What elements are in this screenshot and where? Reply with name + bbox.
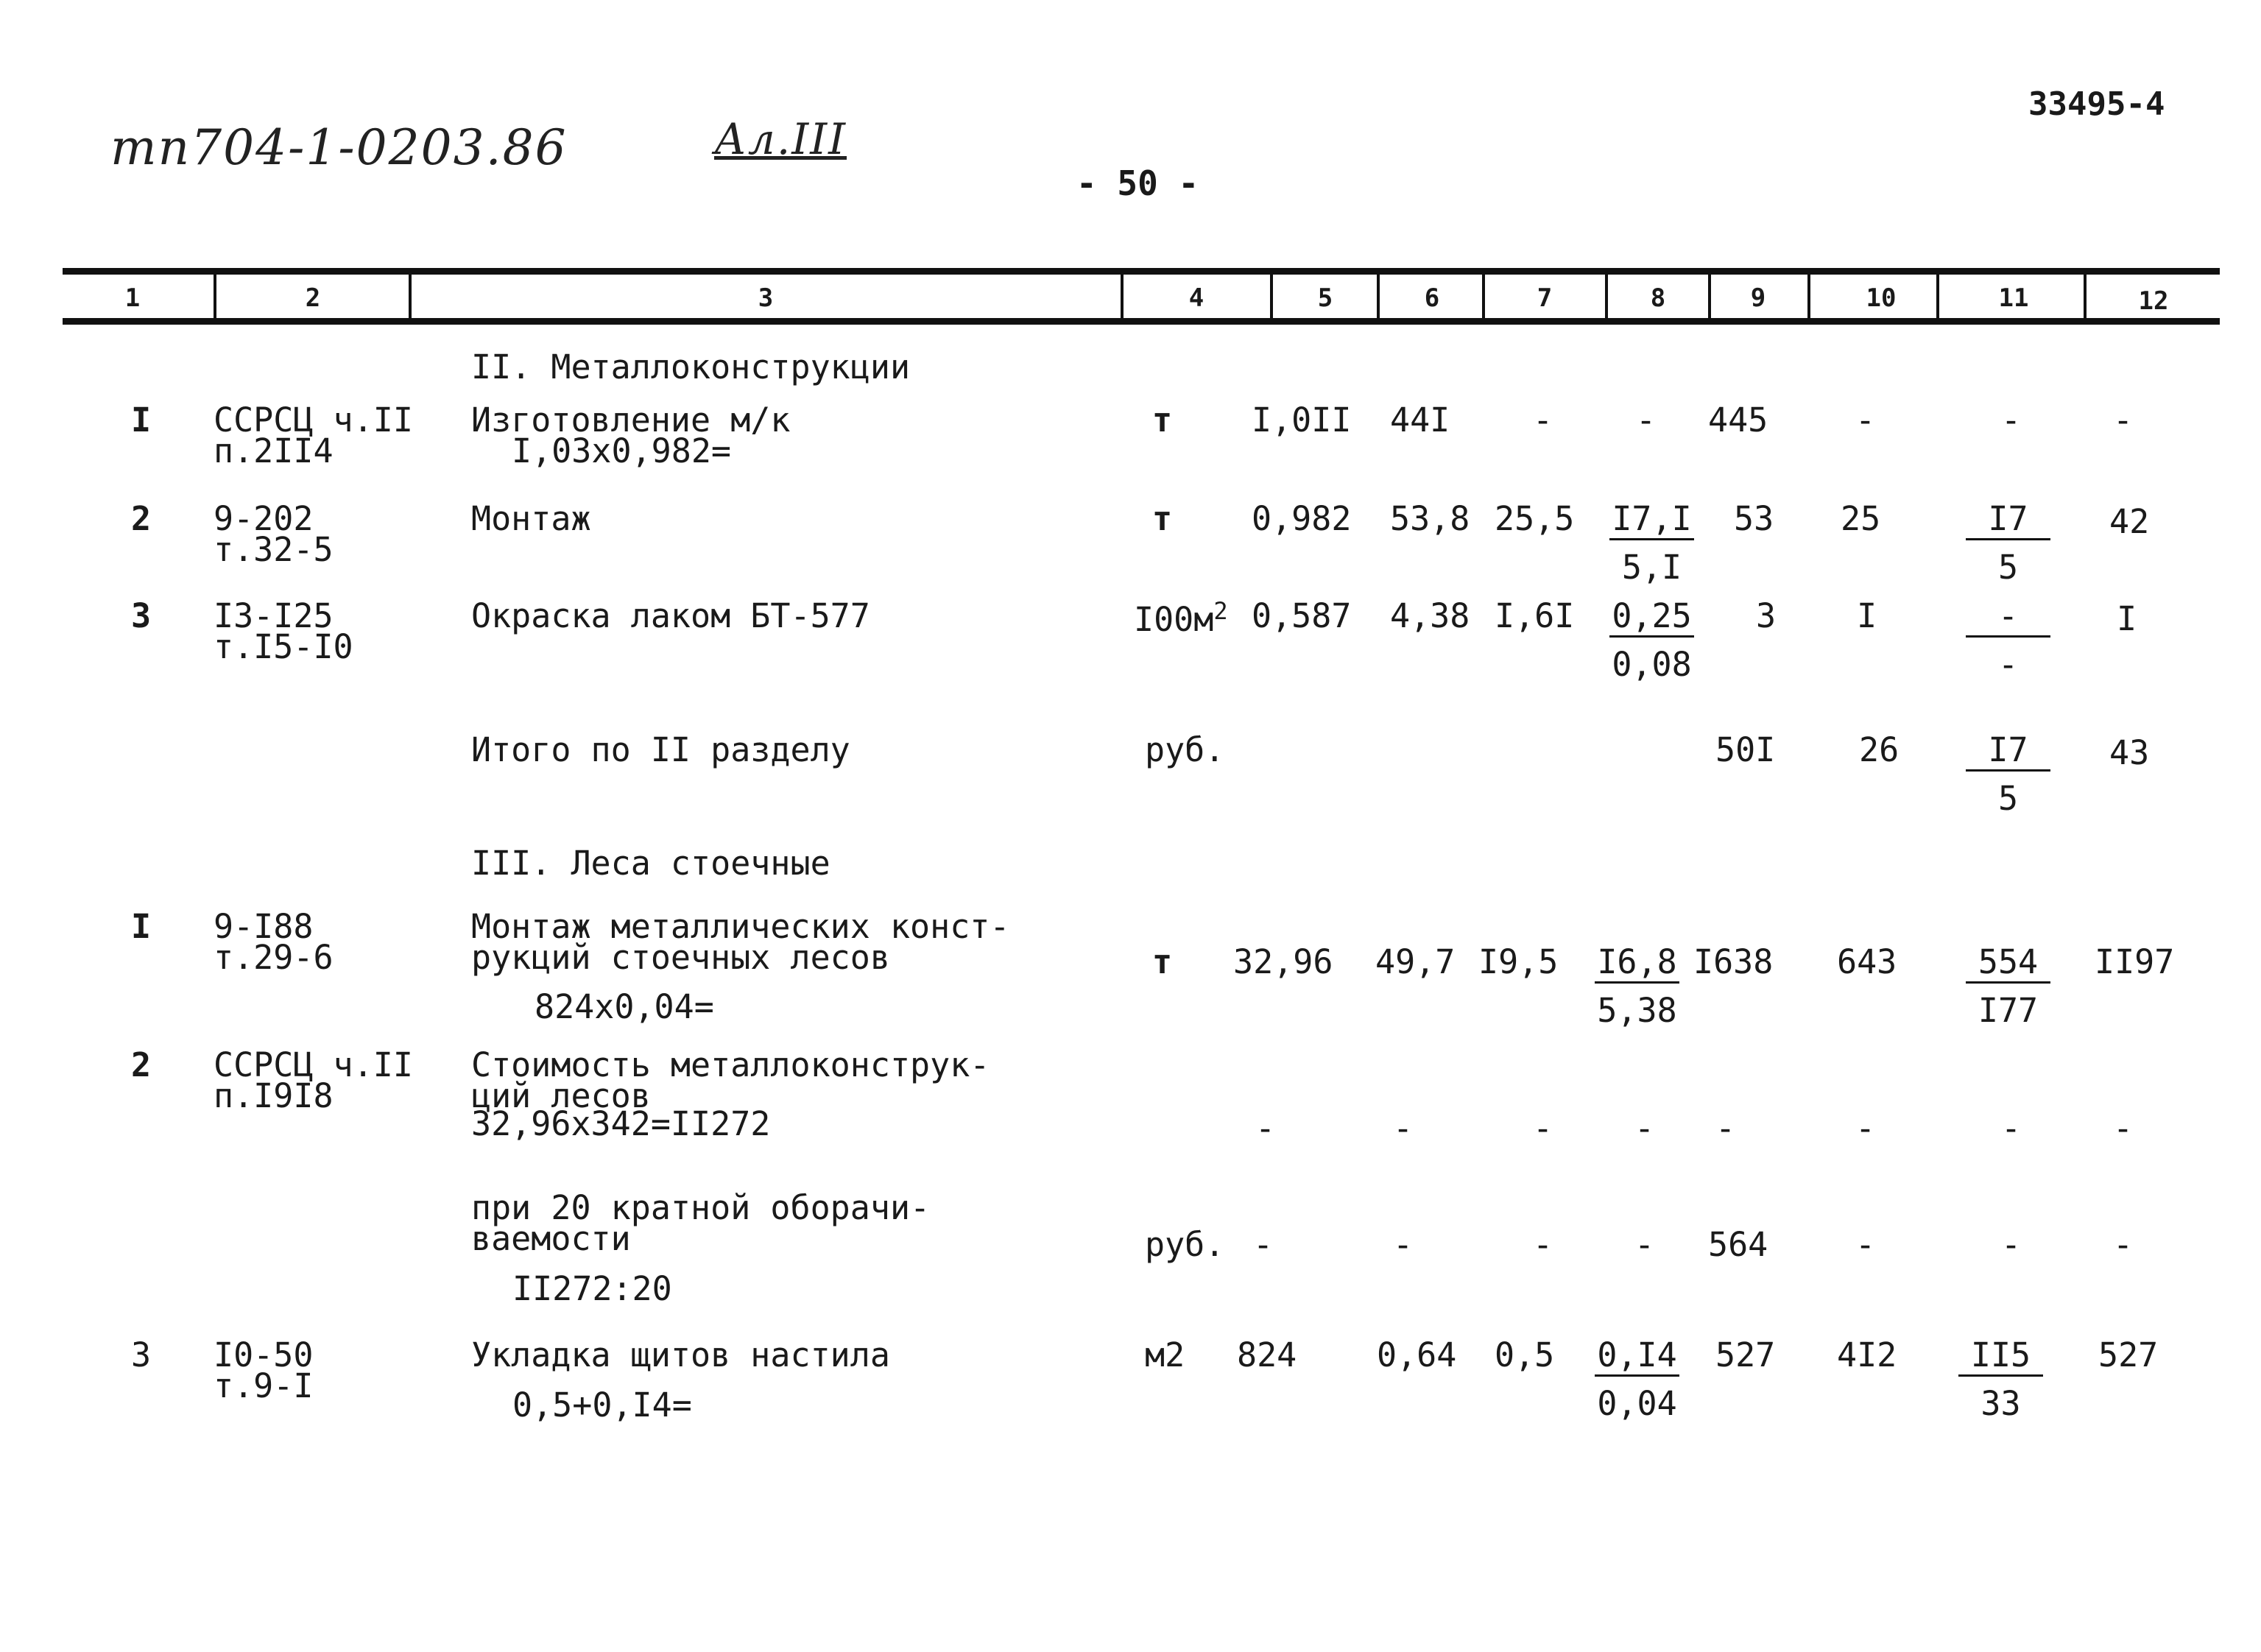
cell-12: 42: [2109, 502, 2150, 541]
section-title: III. Леса стоечные: [471, 844, 830, 883]
cell-11-denominator: 5: [1997, 548, 2019, 587]
quantity: 0,587: [1252, 596, 1352, 635]
page-number: - 50 -: [1076, 163, 1199, 203]
cell-8-fraction: [1595, 942, 1679, 1030]
cell-11-fraction: [1958, 1335, 2043, 1423]
cell-8-numerator: I6,8: [1595, 945, 1679, 984]
cell-7: I9,5: [1478, 942, 1559, 981]
cell-6: -: [1393, 1109, 1414, 1148]
work-description: Окраска лаком БТ-577: [471, 596, 870, 635]
column-header-3: 3: [758, 283, 774, 313]
handwritten-project-code: тп704-1-0203.86: [110, 119, 568, 176]
work-description: I,03х0,982=: [512, 431, 732, 470]
cell-6: 44I: [1390, 400, 1450, 440]
cell-6: -: [1393, 1225, 1414, 1264]
unit: м2: [1145, 1335, 1185, 1374]
cell-9: 445: [1708, 400, 1768, 440]
cell-10: 26: [1859, 730, 1900, 769]
column-header-6: 6: [1424, 283, 1440, 313]
cell-9: -: [1715, 1109, 1736, 1148]
norm-code: т.29-6: [214, 938, 334, 977]
cell-7: -: [1533, 1225, 1553, 1264]
cell-6: 4,38: [1390, 596, 1470, 635]
quantity: -: [1253, 1225, 1274, 1264]
work-description: рукций стоечных лесов: [471, 938, 890, 977]
col-separator: [1377, 272, 1380, 321]
cell-11: -: [2001, 400, 2022, 440]
cell-8-denominator: 0,08: [1612, 645, 1692, 684]
cell-8-numerator: I7,I: [1609, 502, 1694, 540]
unit: т: [1152, 942, 1173, 981]
norm-code: т.9-I: [214, 1366, 314, 1405]
column-header-8: 8: [1650, 283, 1666, 313]
norm-code: 9-202: [214, 499, 314, 538]
total-label: Итого по II разделу: [471, 730, 850, 769]
column-header-12: 12: [2138, 286, 2169, 316]
norm-code: т.I5-I0: [214, 627, 353, 666]
cell-8-numerator: 0,I4: [1595, 1338, 1679, 1377]
unit-superscript: 2: [1213, 597, 1228, 625]
norm-code: п.I9I8: [214, 1076, 334, 1115]
cell-11-fraction: [1966, 499, 2050, 587]
row-number: I: [131, 907, 152, 946]
cell-9: 564: [1708, 1225, 1768, 1264]
cell-11-numerator: II5: [1958, 1338, 2043, 1377]
column-header-5: 5: [1317, 283, 1333, 313]
row-number: 2: [131, 1045, 152, 1084]
norm-code: ССРСЦ ч.II: [214, 400, 413, 440]
work-description: 32,96х342=II272: [471, 1104, 771, 1143]
cell-6: 49,7: [1375, 942, 1456, 981]
col-separator: [1807, 272, 1810, 321]
cell-6: 53,8: [1390, 499, 1470, 538]
unit: т: [1152, 400, 1173, 440]
unit: руб.: [1145, 730, 1225, 769]
cell-9: 50I: [1715, 730, 1776, 769]
cell-8-numerator: 0,25: [1609, 599, 1694, 638]
header-top-rule: [63, 268, 2220, 275]
section-title: II. Металлоконструкции: [471, 347, 911, 386]
header-bottom-rule: [63, 318, 2220, 325]
col-separator: [1121, 272, 1124, 321]
col-separator: [1936, 272, 1939, 321]
cell-11-fraction: [1966, 942, 2050, 1030]
cell-11-denominator: 5: [1997, 779, 2019, 818]
work-description: Укладка щитов настила: [471, 1335, 890, 1374]
cell-12: -: [2113, 1225, 2134, 1264]
col-separator: [2084, 272, 2087, 321]
cell-9: 527: [1715, 1335, 1776, 1374]
cell-11-denominator: -: [1997, 645, 2019, 684]
handwritten-album-number: Ал.III: [714, 114, 847, 164]
quantity: 824: [1237, 1335, 1297, 1374]
column-header-11: 11: [1998, 283, 2029, 313]
cell-12: I: [2117, 599, 2137, 638]
cell-8-fraction: [1609, 596, 1694, 684]
cell-7: 25,5: [1495, 499, 1575, 538]
column-header-2: 2: [305, 283, 321, 313]
doc-code: 33495-4: [2028, 85, 2165, 123]
unit: руб.: [1145, 1225, 1225, 1264]
column-header-9: 9: [1750, 283, 1766, 313]
cell-7: -: [1533, 1109, 1553, 1148]
col-separator: [1708, 272, 1711, 321]
unit: т: [1152, 499, 1173, 538]
column-header-10: 10: [1866, 283, 1897, 313]
cell-7: -: [1533, 400, 1553, 440]
cell-12: -: [2113, 400, 2134, 440]
col-separator: [1605, 272, 1608, 321]
quantity: -: [1255, 1109, 1276, 1148]
quantity: I,0II: [1252, 400, 1352, 440]
cell-11: -: [2001, 1225, 2022, 1264]
cell-10: 4I2: [1837, 1335, 1897, 1374]
work-description: Стоимость металлоконструк-: [471, 1045, 990, 1084]
cell-11-numerator: -: [1966, 599, 2050, 638]
norm-code: т.32-5: [214, 530, 334, 569]
norm-code: 9-I88: [214, 907, 314, 946]
col-separator: [1270, 272, 1273, 321]
cell-10: -: [1855, 400, 1876, 440]
cell-10: 25: [1841, 499, 1881, 538]
cell-10: -: [1855, 1109, 1876, 1148]
cell-8-denominator: 0,04: [1597, 1384, 1677, 1423]
column-header-1: 1: [124, 283, 141, 313]
norm-code: п.2II4: [214, 431, 334, 470]
row-number: 3: [131, 596, 152, 635]
norm-code: I3-I25: [214, 596, 334, 635]
cell-12: 527: [2098, 1335, 2159, 1374]
work-description: ций лесов: [471, 1076, 651, 1115]
cell-8-fraction: [1595, 1335, 1679, 1423]
work-description: 0,5+0,I4=: [512, 1386, 692, 1425]
cell-9: 3: [1756, 596, 1777, 635]
cell-11-denominator: 33: [1980, 1384, 2021, 1423]
work-description: ваемости: [471, 1219, 631, 1258]
cell-7: 0,5: [1495, 1335, 1555, 1374]
cell-8-denominator: 5,38: [1597, 991, 1677, 1030]
work-description: Монтаж: [471, 499, 591, 538]
cell-11-numerator: I7: [1966, 502, 2050, 540]
cell-11-numerator: I7: [1966, 733, 2050, 772]
cell-8-denominator: 5,I: [1621, 548, 1682, 587]
work-description: Изготовление м/к: [471, 400, 791, 440]
cell-12: -: [2113, 1109, 2134, 1148]
cell-11: -: [2001, 1109, 2022, 1148]
row-number: I: [131, 400, 152, 440]
cell-8: -: [1634, 1109, 1655, 1148]
cell-9: I638: [1693, 942, 1774, 981]
quantity: 0,982: [1252, 499, 1352, 538]
cell-11-fraction: [1966, 596, 2050, 684]
norm-code: I0-50: [214, 1335, 314, 1374]
work-description: II272:20: [512, 1269, 672, 1308]
cell-9: 53: [1734, 499, 1774, 538]
cell-7: I,6I: [1495, 596, 1575, 635]
cell-10: -: [1855, 1225, 1876, 1264]
cell-6: 0,64: [1377, 1335, 1457, 1374]
col-separator: [409, 272, 412, 321]
unit-base: I00м: [1134, 600, 1214, 639]
cell-8: -: [1634, 1225, 1655, 1264]
cell-11-denominator: I77: [1978, 991, 2039, 1030]
cell-8-fraction: [1609, 499, 1694, 587]
work-description: 824х0,04=: [535, 987, 714, 1026]
cell-8: -: [1636, 400, 1657, 440]
cell-10: I: [1857, 596, 1877, 635]
work-description: при 20 кратной оборачи-: [471, 1188, 931, 1227]
cell-11-fraction: [1966, 730, 2050, 818]
col-separator: [214, 272, 216, 321]
row-number: 2: [131, 499, 152, 538]
column-header-7: 7: [1537, 283, 1553, 313]
cell-12: 43: [2109, 733, 2150, 772]
unit: [1134, 597, 1228, 639]
quantity: 32,96: [1233, 942, 1333, 981]
norm-code: ССРСЦ ч.II: [214, 1045, 413, 1084]
work-description: Монтаж металлических конст-: [471, 907, 1010, 946]
cell-11-numerator: 554: [1966, 945, 2050, 984]
row-number: 3: [131, 1335, 152, 1374]
cell-12: II97: [2095, 942, 2175, 981]
column-header-4: 4: [1188, 283, 1204, 313]
cell-10: 643: [1837, 942, 1897, 981]
col-separator: [1482, 272, 1485, 321]
